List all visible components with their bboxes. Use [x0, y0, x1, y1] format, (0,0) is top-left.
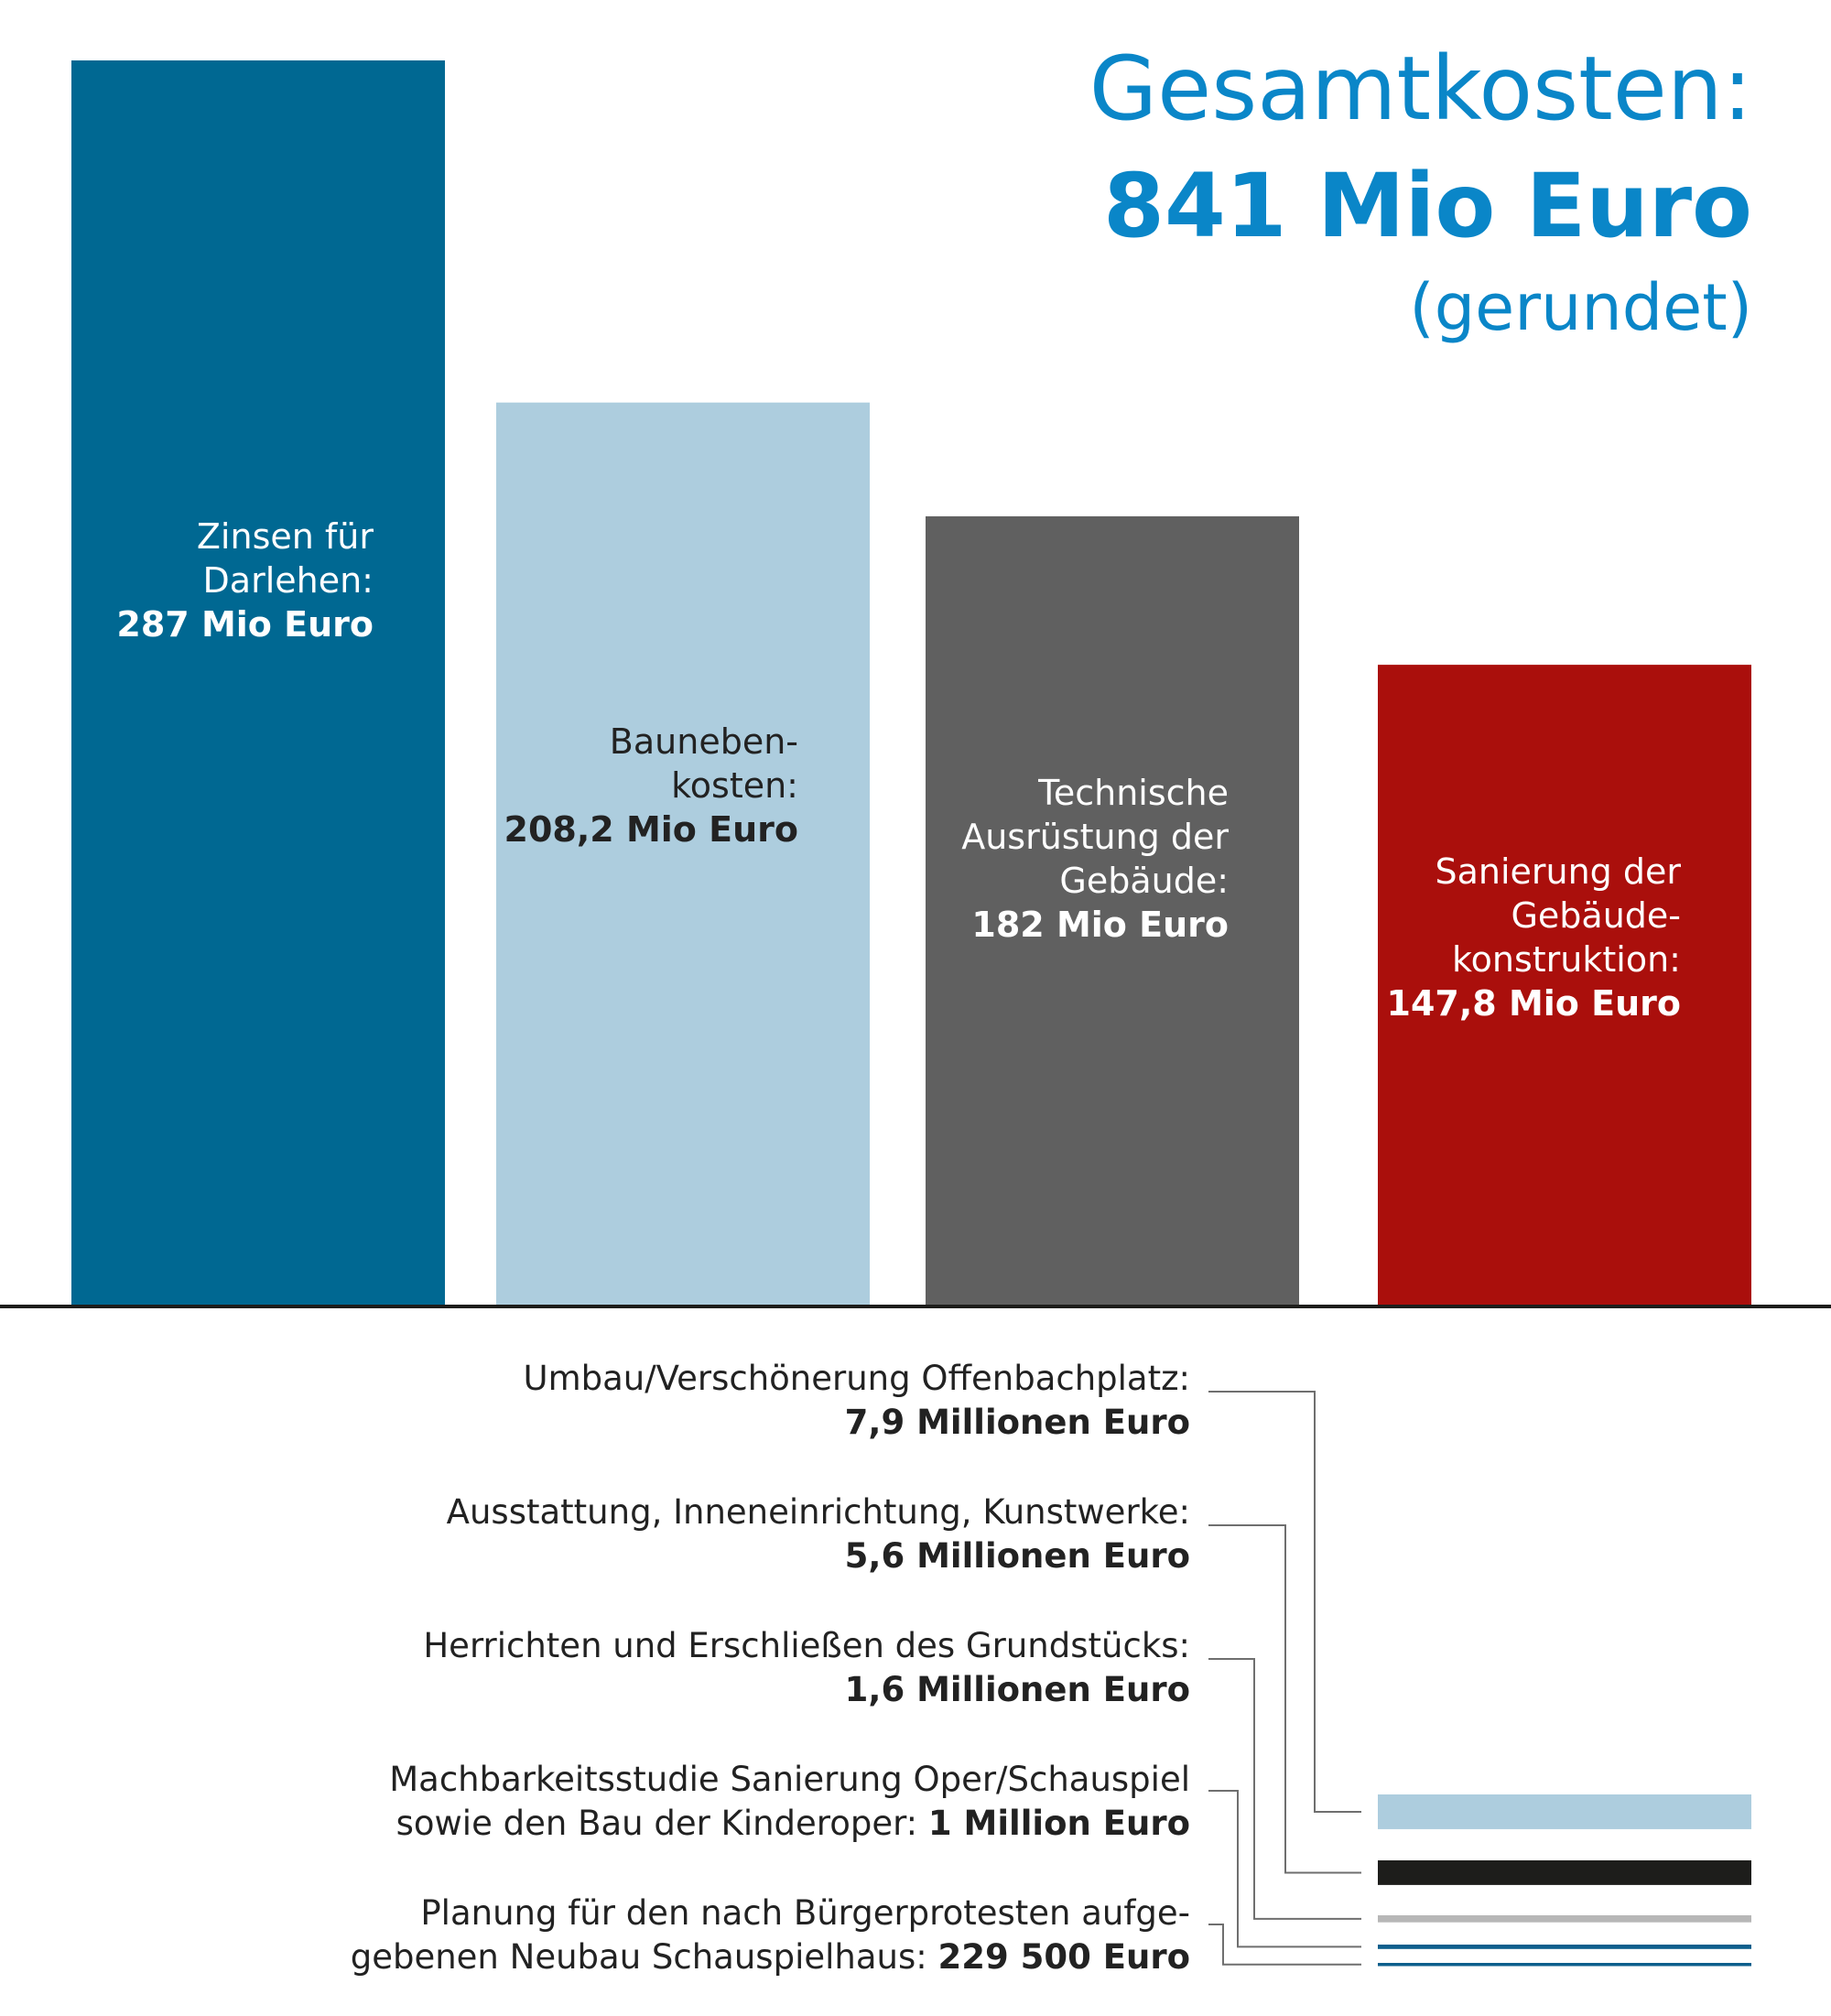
small-bar-neubau-schauspielhaus: [1378, 1963, 1751, 1967]
item-label-machbarkeitsstudie: [389, 1758, 1190, 1846]
bar-label-name: Technische Ausrüstung der Gebäude:: [961, 773, 1229, 901]
bar-baunebenkosten: [496, 403, 870, 1306]
bar-label-technische-ausruestung: [961, 771, 1229, 947]
connector-neubau-schauspielhaus: [1208, 1924, 1361, 1965]
item-label-ausstattung: [447, 1490, 1190, 1578]
small-bars-layer: [1378, 1794, 1751, 1967]
chart-title-total: 841 Mio Euro: [1103, 155, 1752, 257]
item-label-name: Ausstattung, Inneneinrichtung, Kunstwerke:: [446, 1492, 1190, 1532]
item-label-value: 1,6 Millionen Euro: [844, 1670, 1190, 1709]
item-label-value: 1 Million Euro: [927, 1804, 1190, 1843]
bar-label-zinsen: [116, 515, 374, 646]
item-label-grundstueck: [423, 1624, 1190, 1712]
small-bar-offenbachplatz: [1378, 1794, 1751, 1829]
item-label-value: 229 500 Euro: [937, 1937, 1190, 1977]
bar-label-value: 287 Mio Euro: [116, 604, 374, 645]
bar-label-value: 208,2 Mio Euro: [504, 809, 798, 850]
bar-zinsen: [71, 60, 445, 1306]
item-label-name: Planung für den nach Bürgerprotesten aufge- gebenen Neubau Schauspielhaus:: [350, 1893, 1190, 1977]
item-label-neubau-schauspielhaus: [351, 1891, 1190, 1979]
chart-title-line1: Gesamtkosten:: [1089, 38, 1752, 140]
item-label-value: 5,6 Millionen Euro: [844, 1536, 1190, 1576]
item-label-name: Herrichten und Erschließen des Grundstücks:: [423, 1626, 1190, 1665]
bar-label-name: Zinsen für Darlehen:: [196, 516, 374, 601]
item-label-offenbachplatz: [523, 1357, 1190, 1445]
bar-label-name: Sanierung der Gebäude- konstruktion:: [1435, 851, 1681, 980]
small-bar-ausstattung: [1378, 1860, 1751, 1885]
chart-title-note: (gerundet): [1409, 270, 1752, 345]
item-label-name: Umbau/Verschönerung Offenbachplatz:: [523, 1359, 1190, 1398]
bar-label-value: 182 Mio Euro: [971, 905, 1229, 945]
bar-label-value: 147,8 Mio Euro: [1386, 983, 1681, 1024]
item-label-name: Machbarkeitsstudie Sanierung Oper/Schauspiel sowie den Bau der Kinderoper:: [389, 1760, 1190, 1843]
bar-label-sanierung: [1387, 850, 1681, 1025]
connectors-layer: [1208, 1392, 1361, 1965]
small-bar-machbarkeitsstudie: [1378, 1945, 1751, 1949]
item-label-value: 7,9 Millionen Euro: [844, 1403, 1190, 1442]
small-bar-grundstueck: [1378, 1915, 1751, 1923]
bar-label-name: Bauneben- kosten:: [609, 721, 798, 806]
connector-ausstattung: [1208, 1525, 1361, 1872]
bar-label-baunebenkosten: [504, 720, 798, 851]
